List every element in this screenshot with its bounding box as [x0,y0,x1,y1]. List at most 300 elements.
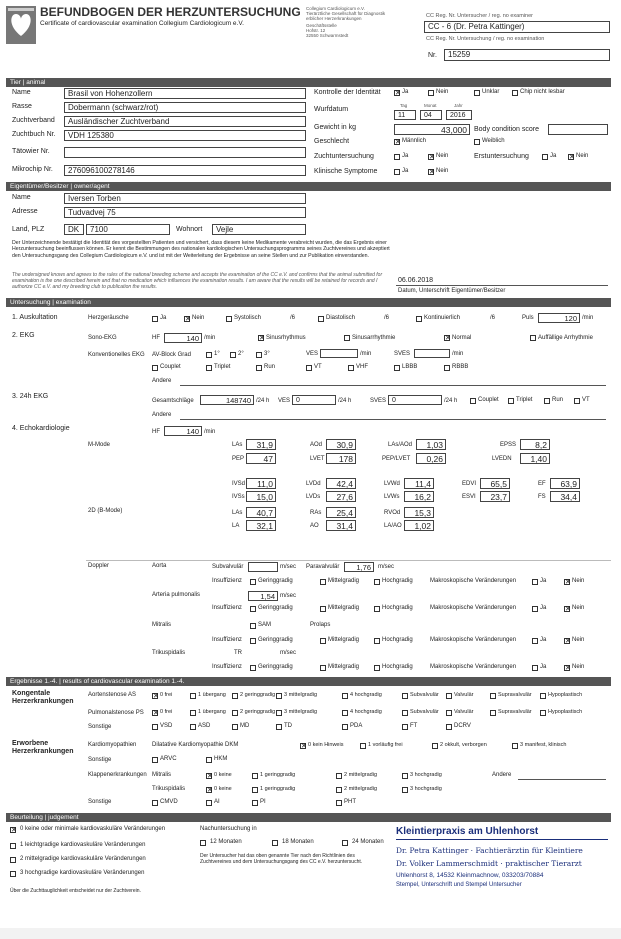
chip-label: Mikrochip Nr. [12,166,53,173]
edvi-field[interactable]: 65,5 [480,478,510,489]
section-owner: Eigentümer/Besitzer | owner/agent [6,182,611,191]
fs-field[interactable]: 34,4 [550,491,580,502]
av1-checkbox[interactable] [206,352,212,358]
makro-nein-label-2: Nein [572,637,585,643]
h24-sves-label: SVES [370,398,387,404]
subvalv-field[interactable] [248,562,278,572]
trikuspidalis-label: Trikuspidalis [152,650,186,656]
h24-couplet-checkbox[interactable] [470,398,476,404]
insuff-gering-label-1: Geringgradig [258,605,293,611]
ivss-field[interactable]: 15,0 [246,491,276,502]
form-title: BEFUNDBOGEN DER HERZUNTERSUCHUNG [40,5,301,19]
klappe-1-k1-checkbox[interactable] [252,787,258,793]
sinusrhythmus-checkbox[interactable]: ✕ [259,335,265,342]
kongen-sonstige-label: Sonstige [88,724,112,730]
klappe-1-k3-label: 3 hochgradig [410,786,442,792]
kongen-vsd-label: VSD [160,723,173,729]
as-hypo-checkbox[interactable] [540,693,546,699]
kongen-dcrv-checkbox[interactable] [446,724,452,730]
h24-andere-line[interactable] [180,419,606,420]
dcm-khin-label: 0 kein Hinweis [308,742,344,748]
maennlich-checkbox[interactable]: ✕ [395,139,401,146]
judge-0-checkbox[interactable]: ✕ [11,827,17,834]
as-r2-checkbox[interactable] [232,693,238,699]
as-supra-checkbox[interactable] [490,693,496,699]
vhf-checkbox[interactable] [348,365,354,371]
m18-label: 18 Monaten [282,839,314,845]
zuchtbuch-field[interactable]: VDH 125380 [64,130,306,141]
lvds-field[interactable]: 27,6 [326,491,356,502]
stamp-line-2: Dr. Volker Lammerschmidt · praktischer Tierarzt [396,859,582,868]
judge-2-checkbox[interactable] [10,857,16,863]
sono-hf-field[interactable]: 140 [164,333,202,343]
insuff-hoch-checkbox-2[interactable] [374,638,380,644]
ps-frei-label: 0 frei [160,709,173,715]
puls-unit: /min [582,315,594,321]
paravalv-label: Paravalvulär [306,564,340,570]
sam-checkbox[interactable] [250,623,256,629]
puls-field[interactable]: 120 [538,313,580,323]
ekg-andere-line[interactable] [180,385,606,386]
insuff-mittel-checkbox-2[interactable] [320,638,326,644]
insuff-hoch-label-0: Hochgradig [382,578,413,584]
gesamtschlaege-label: Gesamtschläge [152,398,194,404]
sves-label: SVES [394,351,411,357]
erst-nein-checkbox[interactable]: ✕ [569,154,575,161]
erworb-arvc-label: ARVC [160,756,177,762]
rbbb-label: RBBB [452,364,469,370]
la-label: LA [232,523,240,529]
ps-hypo-checkbox[interactable] [540,710,546,716]
chip-lesbar-label: Chip nicht lesbar [520,89,565,95]
auskultation-label: 1. Auskultation [12,314,58,321]
puls-label: Puls [522,315,534,321]
m12-checkbox[interactable] [200,840,206,846]
dcm-khin-checkbox[interactable]: ✕ [301,743,307,750]
insuff-gering-checkbox-3[interactable] [250,665,256,671]
ps-r1-label: 1 übergang [198,709,226,715]
h24-triplet-checkbox[interactable] [508,398,514,404]
kontrolle-nein-checkbox[interactable] [428,90,434,96]
dcm-manif-checkbox[interactable] [512,743,518,749]
ao-field[interactable]: 31,4 [326,520,356,531]
m24-label: 24 Monaten [352,839,384,845]
diast-sixth: /6 [384,315,390,321]
klappe-0-k3-checkbox[interactable] [402,773,408,779]
h24-ves-field[interactable]: 0 [292,395,336,405]
makro-nein-label-1: Nein [572,605,585,611]
maennlich-label: Männlich [402,138,427,144]
dcm-vorl-checkbox[interactable] [360,743,366,749]
subvalv-unit: m/sec [280,564,297,570]
as-hypo-label: Hypoplastisch [548,692,583,698]
syst-checkbox[interactable] [226,316,232,322]
as-valv-checkbox[interactable] [446,693,452,699]
ps-subval-label: Subvalvulär [410,709,439,715]
aorta-velocity-field[interactable]: 1,76 [344,562,374,572]
ps-frei-checkbox[interactable]: ✕ [153,710,159,717]
triplet-label: Triplet [214,364,231,370]
land-field[interactable]: DK [64,224,84,235]
esvi-field[interactable]: 23,7 [480,491,510,502]
run-checkbox[interactable] [256,365,262,371]
wurf-day-field[interactable]: 11 [394,110,416,120]
insuff-label-3: Insuffizienz [212,664,242,670]
ps-r2-checkbox[interactable] [232,710,238,716]
makro-label-2: Makroskopische Veränderungen [430,637,517,643]
insuff-hoch-label-3: Hochgradig [382,664,413,670]
ps-supra-checkbox[interactable] [490,710,496,716]
chip-field[interactable]: 276096100278146 [64,165,306,176]
as-r4-label: 4 hochgradig [350,692,382,698]
erst-ja-checkbox[interactable] [542,154,548,160]
insuff-gering-checkbox-0[interactable] [250,579,256,585]
couplet-label: Couplet [160,364,181,370]
av2-checkbox[interactable] [230,352,236,358]
sinusarrhythmie-label: Sinusarrhythmie [352,335,396,341]
klappe-0-k2-checkbox[interactable] [336,773,342,779]
insuff-label-1: Insuffizienz [212,605,242,611]
aorta-velocity-unit: m/sec [378,564,395,570]
makro-nein-checkbox-0[interactable]: ✕ [565,579,571,586]
wohnort-field[interactable]: Vejle [212,224,306,235]
jahr-label: Jahr [454,103,463,108]
klappen-ai-checkbox[interactable] [206,800,212,806]
erst-nein-label: Nein [576,153,589,159]
zuchtverband-label: Zuchtverband [12,117,55,124]
gesamt-field[interactable]: 148740 [200,395,254,405]
ras-label: RAs [310,510,322,516]
normal-checkbox[interactable]: ✕ [445,335,451,342]
bmode-las-field[interactable]: 40,7 [246,507,276,518]
dcm-okkult-label: 2 okkult, verborgen [440,742,487,748]
makro-ja-checkbox-3[interactable] [532,665,538,671]
las-label: LAs [232,442,243,448]
zucht-nein-checkbox[interactable]: ✕ [429,154,435,161]
res-mitralis-label: Mitralis [152,772,171,778]
pulmonalis-velocity-field[interactable]: 1,54 [248,591,278,601]
adresse-field[interactable]: Tudvadvej 75 [64,207,306,218]
form-subtitle: Certificate of cardiovascular examination Collegium Cardiologicum e.V. [40,20,244,27]
ekg-andere-label: Andere [152,378,172,384]
m24-checkbox[interactable] [342,840,348,846]
sves-field[interactable] [414,349,450,358]
sves-unit: /min [452,351,464,357]
av1-label: 1° [214,351,220,357]
klappen-pht-checkbox[interactable] [336,800,342,806]
college-address: Collegium Cardiologicum e.V. Tierärztliche Gesellschaft für Diagnostik erblicher Herzerkrankungen Geschäftsstelle Hofstr. 12 32550 Schwarmstedt [306,6,386,38]
h24-ves-unit: /24 h [338,398,352,404]
geschlecht-label: Geschlecht [314,138,350,145]
judge-3-label: 3 hochgradige kardiovaskuläre Veränderungen [20,870,145,876]
insuff-gering-label-2: Geringgradig [258,637,293,643]
gesamt-unit: /24 h [256,398,270,404]
zucht-note: Über die Zuchttauglichkeit entscheidet nur der Zuchtverein. [10,888,141,894]
makro-ja-checkbox-0[interactable] [532,579,538,585]
reg-examiner-field[interactable]: CC - 6 (Dr. Petra Kattinger) [424,21,610,33]
judge-1-label: 1 leichtgradige kardiovaskuläre Veränderungen [20,842,146,848]
pulmonalis-label: Arteria pulmonalis [152,592,201,598]
bmode-las-label: LAs [232,510,243,516]
makro-ja-checkbox-1[interactable] [532,606,538,612]
laao2-field[interactable]: 1,02 [404,520,434,531]
triplet-checkbox[interactable] [206,365,212,371]
pep-field[interactable]: 47 [246,453,276,464]
as-r1-checkbox[interactable] [190,693,196,699]
as-supra-label: Supravalvulär [498,692,532,698]
kongen-ft-checkbox[interactable] [402,724,408,730]
unklar-checkbox[interactable] [474,90,480,96]
insuff-hoch-checkbox-3[interactable] [374,665,380,671]
couplet-checkbox[interactable] [152,365,158,371]
header-logo [6,6,36,44]
insuff-mittel-label-0: Mittelgradig [328,578,360,584]
kongen-td-checkbox[interactable] [276,724,282,730]
doppler-label: Doppler [88,563,110,569]
insuff-label-0: Insuffizienz [212,578,242,584]
pulmonalis-velocity-unit: m/sec [280,593,297,599]
klappe-1-k3-checkbox[interactable] [402,787,408,793]
heart-logo-icon [6,6,36,44]
laao-label: LAs/AOd [388,442,413,448]
owner-name-field[interactable]: Iversen Torben [64,193,306,204]
judge-0-label: 0 keine oder minimale kardiovaskuläre Veränderungen [20,826,166,832]
h24-vt-checkbox[interactable] [574,398,580,404]
section-animal: Tier | animal [6,78,611,87]
insuff-mittel-checkbox-0[interactable] [320,579,326,585]
pulmonalstenose-label: Pulmonalstenose PS [88,710,144,716]
as-r3-checkbox[interactable] [276,693,282,699]
lvet-field[interactable]: 178 [326,453,356,464]
lvdd-field[interactable]: 42,4 [326,478,356,489]
kongenitale-label: Kongentale Herzerkrankungen [12,690,74,705]
insuff-mittel-checkbox-3[interactable] [320,665,326,671]
weiblich-checkbox[interactable] [474,139,480,145]
mmode-label: M-Mode [88,442,111,448]
owner-declaration-en: The undersigned knows and agrees to the rules of the national breeding scheme and accepts the examination of the CC e.V. and confirms that the animal submitted for examination is the one described herein and that no medication which influences the examination results. I am aware that the results will be retained for records and I authorize CC e.V. and my breeding club to publication the results. [12,272,383,290]
makro-nein-checkbox-3[interactable]: ✕ [565,665,571,672]
as-r4-checkbox[interactable] [342,693,348,699]
chip-lesbar-checkbox[interactable] [512,90,518,96]
klappe-0-k1-checkbox[interactable] [252,773,258,779]
doppler-aorta-label: Aorta [152,563,167,569]
erworb-arvc-checkbox[interactable] [152,757,158,763]
ras-field[interactable]: 25,4 [326,507,356,518]
klappen-andere-label: Andere [492,772,512,778]
gewicht-field[interactable]: 43,000 [394,124,470,135]
ps-hypo-label: Hypoplastisch [548,709,583,715]
kontrolle-label: Kontrolle der Identität [314,89,381,96]
kontrolle-ja-label: Ja [402,89,409,95]
diast-checkbox[interactable] [318,316,324,322]
ps-r1-checkbox[interactable] [190,710,196,716]
insuff-gering-checkbox-2[interactable] [250,638,256,644]
zuchtuntersuchung-label: Zuchtuntersuchung [314,153,374,160]
insuff-hoch-checkbox-1[interactable] [374,606,380,612]
echo-label: 4. Echokardiologie [12,425,70,432]
klinisch-nein-checkbox[interactable]: ✕ [429,169,435,176]
owner-name-label: Name [12,194,31,201]
sam-label: SAM [258,622,272,628]
ekg-label: 2. EKG [12,332,35,339]
plz-field[interactable]: 7100 [86,224,170,235]
kontrolle-ja-checkbox[interactable]: ✕ [395,90,401,97]
echo-hf-label: HF [152,429,160,435]
klappen-cmvd-checkbox[interactable] [152,800,158,806]
klappen-label: Klappenerkrankungen [88,772,147,778]
konv-ekg-label: Konventionelles EKG [88,352,145,358]
lvwd-field[interactable]: 11,4 [404,478,434,489]
lbbb-label: LBBB [402,364,418,370]
makro-nein-label-3: Nein [572,664,585,670]
examiner-legal: Der Untersucher hat das oben genannte Tier nach den Richtlinien des Zuchtvereines und dem Untersuchungsgang des CC e.V. herzuntersucht. [200,853,363,865]
wurf-year-field[interactable]: 2016 [446,110,472,120]
herzg-nein-checkbox[interactable]: ✕ [185,316,191,323]
ao-label: AO [310,523,319,529]
la-field[interactable]: 32,1 [246,520,276,531]
kont-label: Kontinuierlich [424,315,461,321]
insuff-hoch-checkbox-0[interactable] [374,579,380,585]
lvds-label: LVDs [306,494,321,500]
insuff-mittel-checkbox-1[interactable] [320,606,326,612]
peplvet-label: PEP/LVET [382,456,411,462]
nr-field[interactable]: 15259 [444,49,610,61]
vt-checkbox[interactable] [306,365,312,371]
klappe-1-k2-checkbox[interactable] [336,787,342,793]
makro-nein-checkbox-2[interactable]: ✕ [565,638,571,645]
peplvet-field[interactable]: 0,26 [416,453,446,464]
weiblich-label: Weiblich [482,138,505,144]
h24-vt-label: VT [582,397,590,403]
judge-1-checkbox[interactable] [10,843,16,849]
unklar-label: Unklar [482,89,500,95]
ps-r4-checkbox[interactable] [342,710,348,716]
lvwd-label: LVWd [384,481,400,487]
makro-nein-checkbox-1[interactable]: ✕ [565,606,571,613]
syst-label: Systolisch [234,315,262,321]
klappe-1-keine-checkbox[interactable]: ✕ [207,787,213,794]
rasse-field[interactable]: Dobermann (schwarz/rot) [64,102,306,113]
klappen-andere-line[interactable] [518,779,606,780]
normal-label: Normal [452,335,472,341]
wurf-month-field[interactable]: 04 [420,110,442,120]
laao-field[interactable]: 1,03 [416,439,446,450]
as-r1-label: 1 übergang [198,692,226,698]
bcs-field[interactable] [548,124,608,135]
av3-label: 3° [264,351,270,357]
kont-checkbox[interactable] [416,316,422,322]
rbbb-checkbox[interactable] [444,365,450,371]
ivsd-field[interactable]: 11,0 [246,478,276,489]
taetowier-field[interactable] [64,147,306,158]
owner-signature-label: Datum, Unterschrift Eigentümer/Besitzer [398,288,506,294]
klinisch-ja-checkbox[interactable] [394,169,400,175]
lvdd-label: LVDd [306,481,321,487]
stamp-line-1: Dr. Petra Kattinger · Fachtierärztin für Kleintiere [396,846,583,855]
herzg-ja-checkbox[interactable] [152,316,158,322]
auffaellig-checkbox[interactable] [530,335,536,341]
ps-r3-checkbox[interactable] [276,710,282,716]
divider-doppler [86,560,611,561]
klappe-0-k2-label: 2 mittelgradig [344,772,378,778]
av3-checkbox[interactable] [256,352,262,358]
rvod-field[interactable]: 15,3 [404,507,434,518]
erworb-hkm-checkbox[interactable] [206,757,212,763]
epss-field[interactable]: 8,2 [520,439,550,450]
herzgeraeusche-label: Herzgeräusche [88,315,129,321]
makro-ja-label-3: Ja [540,664,547,670]
as-frei-checkbox[interactable]: ✕ [153,693,159,700]
prolaps-label: Prolaps [310,622,331,628]
aod-field[interactable]: 30,9 [326,439,356,450]
owner-declaration: Der Unterzeichnende bestätigt die Identität des vorgestellten Patienten und versichert, dass diesem keine Medikamente verabreicht wurden, die das Ergebnis einer Herzuntersuchung beeinflussen können. Er kennt die Bestimmungen des nationalen kardiologischen Untersuchungsprogramms seines Zuchtvereines und akzeptiert den Untersuchungsgang des Collegium Cardiologicum e.V. und ist mit der Weiterleitung der Ergebnisse an seine Stellen und zur Publikation einverstanden. [12,240,390,259]
vhf-label: VHF [356,364,368,370]
ps-r4-label: 4 hochgradig [350,709,382,715]
ef-field[interactable]: 63,9 [550,478,580,489]
kongen-md-checkbox[interactable] [232,724,238,730]
stamp-title: Kleintierpraxis am Uhlenhorst [396,824,608,840]
makro-ja-checkbox-2[interactable] [532,638,538,644]
animal-name-field[interactable]: Brasil von Hohenzollern [64,88,306,99]
zuchtverband-field[interactable]: Ausländischer Zuchtverband [64,116,306,127]
sinusarrhythmie-checkbox[interactable] [344,335,350,341]
adresse-label: Adresse [12,208,38,215]
h24-run-checkbox[interactable] [544,398,550,404]
h24-ves-label: VES [278,398,291,404]
dcm-okkult-checkbox[interactable] [432,743,438,749]
klappe-0-keine-checkbox[interactable]: ✕ [207,773,213,780]
zucht-ja-checkbox[interactable] [394,154,400,160]
insuff-gering-checkbox-1[interactable] [250,606,256,612]
nachuntersuchung-label: Nachuntersuchung in [200,826,257,832]
sono-hf-unit: /min [204,335,216,341]
avblock-label: AV-Block Grad [152,352,191,358]
laao2-label: LA/AO [384,523,402,529]
lvet-label: LVET [310,456,325,462]
klappen-pi-checkbox[interactable] [252,800,258,806]
klappe-0-k3-label: 3 hochgradig [410,772,442,778]
aod-label: AOd [310,442,323,448]
ves-unit: /min [360,351,372,357]
owner-signature-line[interactable] [396,285,608,286]
judge-3-checkbox[interactable] [10,871,16,877]
dcm-label: Dilatative Kardiomyopathie DKM [152,742,239,748]
echo-hf-field[interactable]: 140 [164,426,202,436]
ves-field[interactable] [320,349,358,358]
las-field[interactable]: 31,9 [246,439,276,450]
ps-valv-checkbox[interactable] [446,710,452,716]
as-subval-checkbox[interactable] [402,693,408,699]
kongen-md-label: MD [240,723,250,729]
wurfdatum-label: Wurfdatum [314,106,349,113]
lbbb-checkbox[interactable] [394,365,400,371]
ps-subval-checkbox[interactable] [402,710,408,716]
m18-checkbox[interactable] [272,840,278,846]
lvedn-field[interactable]: 1,40 [520,453,550,464]
h24-run-label: Run [552,397,564,403]
lvws-field[interactable]: 16,2 [404,491,434,502]
kongen-pda-checkbox[interactable] [342,724,348,730]
res-trik-label: Trikuspidalis [152,786,186,792]
gewicht-label: Gewicht in kg [314,124,357,131]
kongen-td-label: TD [284,723,292,729]
kongen-asd-checkbox[interactable] [190,724,196,730]
h24-sves-field[interactable]: 0 [388,395,442,405]
as-subval-label: Subvalvulär [410,692,439,698]
dcm-vorl-label: 1 vorläufig frei [368,742,403,748]
kongen-vsd-checkbox[interactable] [152,724,158,730]
zucht-nein-label: Nein [436,153,449,159]
